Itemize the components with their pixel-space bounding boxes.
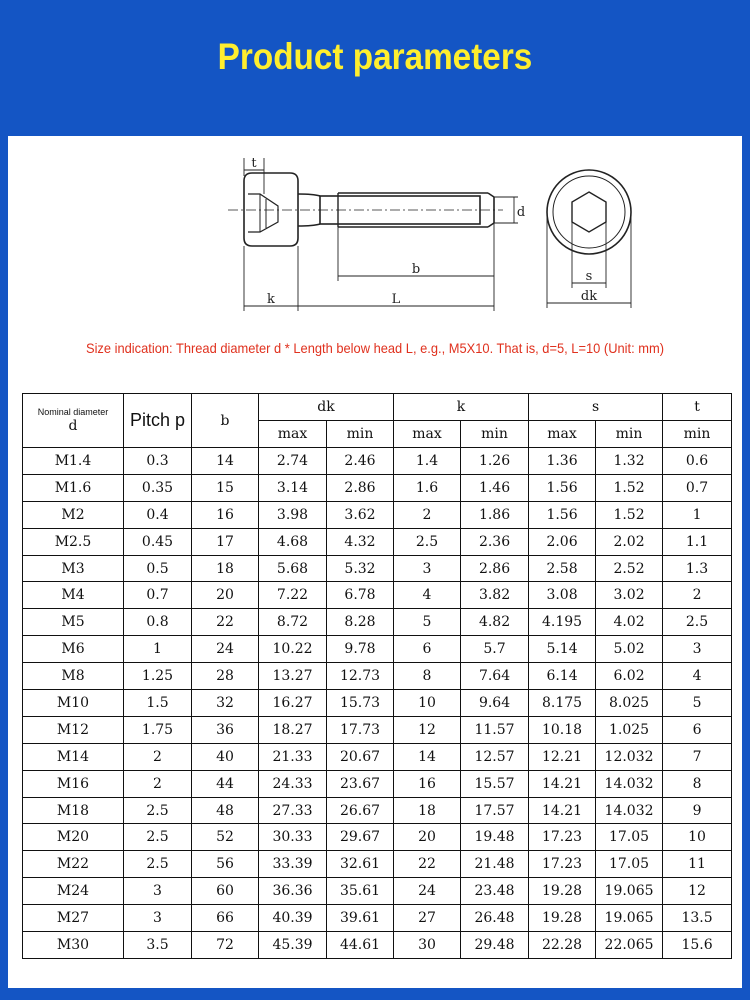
page-title: Product parameters (217, 36, 533, 77)
cell-dk-min: 4.32 (327, 528, 394, 555)
cell-k-min: 17.57 (461, 797, 529, 824)
cell-b: 52 (192, 824, 259, 851)
cell-s-min: 8.025 (596, 690, 663, 717)
cell-s-max: 4.195 (529, 609, 596, 636)
cell-pitch: 0.8 (124, 609, 192, 636)
cell-b: 24 (192, 636, 259, 663)
cell-s-min: 1.025 (596, 716, 663, 743)
cell-k-min: 23.48 (461, 878, 529, 905)
cell-dk-max: 5.68 (259, 555, 327, 582)
cell-pitch: 2 (124, 743, 192, 770)
cell-nominal-diameter: M14 (23, 743, 124, 770)
hex-socket (572, 192, 606, 232)
cell-dk-min: 8.28 (327, 609, 394, 636)
cell-dk-max: 21.33 (259, 743, 327, 770)
cell-t-min: 12 (663, 878, 732, 905)
cell-k-max: 1.6 (394, 474, 461, 501)
cell-dk-min: 20.67 (327, 743, 394, 770)
cell-s-min: 4.02 (596, 609, 663, 636)
label-L: L (391, 292, 401, 307)
cell-s-min: 1.52 (596, 501, 663, 528)
cell-k-max: 24 (394, 878, 461, 905)
table-row (23, 932, 732, 959)
header-s-min: min (596, 421, 663, 448)
cell-k-max: 27 (394, 905, 461, 932)
table-row (23, 555, 732, 582)
cell-s-max: 14.21 (529, 797, 596, 824)
cell-s-max: 5.14 (529, 636, 596, 663)
cell-nominal-diameter: M20 (23, 824, 124, 851)
cell-b: 15 (192, 474, 259, 501)
socket-outline (248, 194, 278, 232)
cell-k-min: 9.64 (461, 690, 529, 717)
cell-pitch: 1.75 (124, 716, 192, 743)
cell-k-min: 19.48 (461, 824, 529, 851)
cell-s-min: 17.05 (596, 851, 663, 878)
cell-nominal-diameter: M3 (23, 555, 124, 582)
cell-t-min: 2 (663, 582, 732, 609)
table-row (23, 690, 732, 717)
header-dk-min: min (327, 421, 394, 448)
cell-k-min: 15.57 (461, 770, 529, 797)
cell-dk-max: 33.39 (259, 851, 327, 878)
cell-b: 60 (192, 878, 259, 905)
cell-nominal-diameter: M6 (23, 636, 124, 663)
cell-dk-min: 2.46 (327, 448, 394, 475)
cell-s-max: 6.14 (529, 663, 596, 690)
cell-nominal-diameter: M12 (23, 716, 124, 743)
cell-nominal-diameter: M10 (23, 690, 124, 717)
cell-s-min: 1.52 (596, 474, 663, 501)
header-t: t (663, 394, 732, 421)
cell-pitch: 1 (124, 636, 192, 663)
cell-s-max: 8.175 (529, 690, 596, 717)
cell-dk-max: 3.14 (259, 474, 327, 501)
cell-dk-min: 3.62 (327, 501, 394, 528)
header-nominal-diameter: Nominal diameter d (23, 394, 124, 448)
cell-t-min: 13.5 (663, 905, 732, 932)
cell-s-max: 17.23 (529, 851, 596, 878)
cell-k-max: 20 (394, 824, 461, 851)
header-k: k (394, 394, 529, 421)
cell-dk-max: 10.22 (259, 636, 327, 663)
cell-nominal-diameter: M18 (23, 797, 124, 824)
cell-b: 44 (192, 770, 259, 797)
cell-s-max: 2.58 (529, 555, 596, 582)
cell-k-max: 12 (394, 716, 461, 743)
cell-dk-min: 15.73 (327, 690, 394, 717)
cell-t-min: 4 (663, 663, 732, 690)
cell-dk-max: 8.72 (259, 609, 327, 636)
header-s: s (529, 394, 663, 421)
table-row (23, 770, 732, 797)
cell-pitch: 1.5 (124, 690, 192, 717)
cell-t-min: 10 (663, 824, 732, 851)
cell-s-min: 1.32 (596, 448, 663, 475)
parameters-table-body (23, 448, 732, 959)
label-b: b (411, 262, 421, 277)
cell-k-max: 8 (394, 663, 461, 690)
cell-nominal-diameter: M8 (23, 663, 124, 690)
cell-t-min: 1 (663, 501, 732, 528)
cell-k-max: 2.5 (394, 528, 461, 555)
cell-k-max: 18 (394, 797, 461, 824)
cell-s-min: 19.065 (596, 878, 663, 905)
header-dk: dk (259, 394, 394, 421)
cell-s-min: 22.065 (596, 932, 663, 959)
cell-pitch: 0.5 (124, 555, 192, 582)
cell-dk-max: 24.33 (259, 770, 327, 797)
cell-k-max: 16 (394, 770, 461, 797)
cell-b: 18 (192, 555, 259, 582)
cell-k-min: 2.36 (461, 528, 529, 555)
table-row (23, 743, 732, 770)
cell-t-min: 8 (663, 770, 732, 797)
cell-k-min: 26.48 (461, 905, 529, 932)
cell-dk-max: 2.74 (259, 448, 327, 475)
cell-nominal-diameter: M1.4 (23, 448, 124, 475)
cell-dk-max: 30.33 (259, 824, 327, 851)
cell-k-min: 3.82 (461, 582, 529, 609)
cell-dk-max: 13.27 (259, 663, 327, 690)
table-row (23, 609, 732, 636)
cell-k-min: 29.48 (461, 932, 529, 959)
cell-dk-max: 27.33 (259, 797, 327, 824)
cell-dk-max: 3.98 (259, 501, 327, 528)
cell-pitch: 0.4 (124, 501, 192, 528)
cell-b: 56 (192, 851, 259, 878)
screw-head-outline (244, 173, 298, 246)
cell-dk-min: 29.67 (327, 824, 394, 851)
cell-b: 32 (192, 690, 259, 717)
cell-k-min: 1.26 (461, 448, 529, 475)
cell-b: 20 (192, 582, 259, 609)
cell-s-min: 6.02 (596, 663, 663, 690)
cell-k-max: 3 (394, 555, 461, 582)
cell-b: 28 (192, 663, 259, 690)
cell-k-max: 14 (394, 743, 461, 770)
label-k: k (267, 292, 275, 307)
label-dk: dk (580, 289, 598, 304)
cell-b: 66 (192, 905, 259, 932)
cell-dk-max: 45.39 (259, 932, 327, 959)
cell-t-min: 0.6 (663, 448, 732, 475)
cell-t-min: 7 (663, 743, 732, 770)
table-row (23, 474, 732, 501)
cell-pitch: 0.45 (124, 528, 192, 555)
cell-s-min: 2.02 (596, 528, 663, 555)
cell-nominal-diameter: M4 (23, 582, 124, 609)
cell-pitch: 2 (124, 770, 192, 797)
table-row (23, 448, 732, 475)
header-row-1 (23, 394, 732, 421)
header-k-max: max (394, 421, 461, 448)
cell-dk-min: 39.61 (327, 905, 394, 932)
cell-k-max: 2 (394, 501, 461, 528)
cell-dk-min: 9.78 (327, 636, 394, 663)
cell-t-min: 15.6 (663, 932, 732, 959)
cell-nominal-diameter: M1.6 (23, 474, 124, 501)
cell-nominal-diameter: M16 (23, 770, 124, 797)
end-view-outer (547, 170, 631, 254)
cell-s-max: 19.28 (529, 905, 596, 932)
header-dk-max: max (259, 421, 327, 448)
cell-s-min: 17.05 (596, 824, 663, 851)
cell-pitch: 2.5 (124, 797, 192, 824)
cell-t-min: 2.5 (663, 609, 732, 636)
header-s-max: max (529, 421, 596, 448)
cell-dk-min: 6.78 (327, 582, 394, 609)
cell-s-max: 2.06 (529, 528, 596, 555)
cell-k-max: 6 (394, 636, 461, 663)
table-row (23, 716, 732, 743)
cell-k-min: 5.7 (461, 636, 529, 663)
cell-dk-max: 36.36 (259, 878, 327, 905)
size-indication-note: Size indication: Thread diameter d * Length below head L, e.g., M5X10. That is, d=5, L=10 (Unit: mm) (85, 340, 665, 356)
cell-b: 36 (192, 716, 259, 743)
cell-t-min: 9 (663, 797, 732, 824)
content-panel (8, 136, 742, 988)
cell-t-min: 6 (663, 716, 732, 743)
table-row (23, 663, 732, 690)
cell-dk-min: 17.73 (327, 716, 394, 743)
cell-dk-min: 44.61 (327, 932, 394, 959)
cell-k-min: 11.57 (461, 716, 529, 743)
header-pitch: Pitch p (124, 394, 192, 448)
cell-s-max: 1.56 (529, 501, 596, 528)
cell-s-max: 1.56 (529, 474, 596, 501)
cell-s-max: 19.28 (529, 878, 596, 905)
cell-pitch: 3 (124, 878, 192, 905)
cell-k-min: 1.86 (461, 501, 529, 528)
cell-dk-max: 18.27 (259, 716, 327, 743)
table-row (23, 501, 732, 528)
cell-s-max: 14.21 (529, 770, 596, 797)
table-row (23, 878, 732, 905)
cell-t-min: 0.7 (663, 474, 732, 501)
table-row (23, 797, 732, 824)
cell-b: 72 (192, 932, 259, 959)
cell-nominal-diameter: M27 (23, 905, 124, 932)
cell-pitch: 0.35 (124, 474, 192, 501)
cell-t-min: 1.1 (663, 528, 732, 555)
cell-pitch: 3.5 (124, 932, 192, 959)
label-d: d (516, 205, 526, 220)
cell-k-max: 4 (394, 582, 461, 609)
cell-k-min: 2.86 (461, 555, 529, 582)
cell-k-min: 21.48 (461, 851, 529, 878)
cell-k-min: 12.57 (461, 743, 529, 770)
cell-t-min: 3 (663, 636, 732, 663)
cell-nominal-diameter: M2.5 (23, 528, 124, 555)
cell-b: 22 (192, 609, 259, 636)
cell-s-min: 14.032 (596, 770, 663, 797)
cell-k-min: 1.46 (461, 474, 529, 501)
cell-nominal-diameter: M24 (23, 878, 124, 905)
cell-k-max: 5 (394, 609, 461, 636)
cell-dk-min: 32.61 (327, 851, 394, 878)
cell-dk-max: 16.27 (259, 690, 327, 717)
cell-nominal-diameter: M30 (23, 932, 124, 959)
header-k-min: min (461, 421, 529, 448)
cell-dk-min: 12.73 (327, 663, 394, 690)
cell-k-max: 30 (394, 932, 461, 959)
cell-k-min: 4.82 (461, 609, 529, 636)
cell-s-max: 10.18 (529, 716, 596, 743)
cell-k-max: 22 (394, 851, 461, 878)
cell-pitch: 0.3 (124, 448, 192, 475)
cell-b: 48 (192, 797, 259, 824)
cell-t-min: 1.3 (663, 555, 732, 582)
cell-dk-min: 26.67 (327, 797, 394, 824)
cell-s-min: 3.02 (596, 582, 663, 609)
table-row (23, 636, 732, 663)
cell-dk-min: 23.67 (327, 770, 394, 797)
cell-dk-max: 40.39 (259, 905, 327, 932)
parameters-table (22, 393, 732, 959)
cell-dk-max: 4.68 (259, 528, 327, 555)
cell-k-min: 7.64 (461, 663, 529, 690)
table-row (23, 824, 732, 851)
cell-dk-min: 5.32 (327, 555, 394, 582)
cell-s-max: 3.08 (529, 582, 596, 609)
cell-b: 16 (192, 501, 259, 528)
cell-nominal-diameter: M5 (23, 609, 124, 636)
cell-s-max: 1.36 (529, 448, 596, 475)
cell-s-min: 5.02 (596, 636, 663, 663)
cell-t-min: 11 (663, 851, 732, 878)
cell-nominal-diameter: M2 (23, 501, 124, 528)
cell-s-max: 22.28 (529, 932, 596, 959)
cell-pitch: 2.5 (124, 824, 192, 851)
table-row (23, 582, 732, 609)
cell-k-max: 1.4 (394, 448, 461, 475)
cell-b: 17 (192, 528, 259, 555)
cell-pitch: 1.25 (124, 663, 192, 690)
cell-pitch: 2.5 (124, 851, 192, 878)
cell-s-min: 12.032 (596, 743, 663, 770)
cell-k-max: 10 (394, 690, 461, 717)
cell-s-min: 2.52 (596, 555, 663, 582)
cell-s-min: 19.065 (596, 905, 663, 932)
cell-dk-max: 7.22 (259, 582, 327, 609)
table-row (23, 528, 732, 555)
cell-s-min: 14.032 (596, 797, 663, 824)
table-row (23, 905, 732, 932)
cell-pitch: 3 (124, 905, 192, 932)
header-t-min: min (663, 421, 732, 448)
label-t: t (251, 156, 257, 171)
cell-t-min: 5 (663, 690, 732, 717)
header-b: b (192, 394, 259, 448)
cell-s-max: 17.23 (529, 824, 596, 851)
screw-diagram (8, 136, 742, 336)
cell-dk-min: 35.61 (327, 878, 394, 905)
cell-s-max: 12.21 (529, 743, 596, 770)
cell-dk-min: 2.86 (327, 474, 394, 501)
cell-nominal-diameter: M22 (23, 851, 124, 878)
cell-b: 14 (192, 448, 259, 475)
label-s: s (585, 269, 593, 284)
cell-pitch: 0.7 (124, 582, 192, 609)
table-row (23, 851, 732, 878)
cell-b: 40 (192, 743, 259, 770)
